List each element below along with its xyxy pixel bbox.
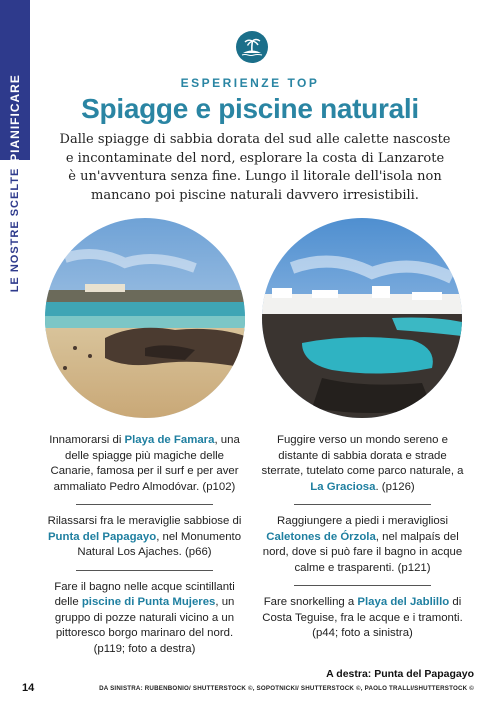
list-item: [42, 514, 247, 570]
intro-paragraph: [50, 131, 460, 205]
item-text: , nel Monumento Natural Los Ajaches. (p66): [77, 530, 242, 558]
place-link[interactable]: piscine di Punta Mujeres: [81, 596, 216, 608]
divider: [76, 504, 213, 505]
divider: [294, 504, 431, 505]
section-kicker: ESPERIENZE TOP: [180, 76, 320, 90]
intro-line: Dalle spiagge di sabbia dorata del sud alle calette nascoste: [59, 132, 451, 147]
intro-line: mancano poi piscine naturali davvero irresistibili.: [91, 187, 419, 203]
list-item: [42, 433, 247, 504]
natural-pool-photo: [262, 218, 462, 418]
palm-island-icon: [236, 31, 268, 63]
photo-caption: A destra: Punta del Papagayo: [326, 668, 474, 680]
divider: [294, 585, 431, 586]
sidebar-section-label: LE NOSTRE SCELTE: [9, 167, 21, 293]
page-number: 14: [22, 682, 35, 694]
place-link[interactable]: Playa del Jablillo: [357, 596, 450, 608]
item-text: Raggiungere a piedi i meravigliosi: [277, 515, 448, 527]
item-text: . (p126): [375, 480, 415, 493]
item-text: di Costa Teguise, fra le acque e i tramonti. (p44; foto a sinistra): [262, 596, 463, 639]
place-link[interactable]: La Graciosa: [310, 480, 376, 493]
left-column: [42, 433, 247, 666]
place-link[interactable]: Caletones de Órzola: [266, 530, 376, 543]
list-item: [260, 514, 465, 585]
sidebar-tab-label: PIANIFICARE: [8, 74, 22, 162]
page-title: Spiagge e piscine naturali: [81, 93, 419, 124]
list-item: [42, 580, 247, 667]
item-text: Fuggire verso un mondo sereno e distante di sabbia dorata e strade sterrate, tutelato come parco naturale, a: [261, 434, 464, 477]
beach-photo: [45, 218, 245, 418]
intro-line: è un'avventura senza fine. Lungo il litorale dell'isola non: [68, 169, 442, 184]
list-item: [260, 595, 465, 651]
divider: [76, 570, 213, 571]
intro-line: e incontaminate del nord, esplorare la costa di Lanzarote: [65, 150, 445, 166]
item-text: Innamorarsi di: [49, 434, 125, 446]
photo-credits: DA SINISTRA: RUBENBONIO/ SHUTTERSTOCK ©, SOPOTNICKI/ SHUTTERSTOCK ©, PAOLO TRALLI/SHUTTERSTOCK ©: [99, 685, 474, 692]
place-link[interactable]: Playa de Famara: [124, 434, 215, 446]
item-text: , nel malpaís del nord, dove si può fare il bagno in acque calme e trasparenti. (p121): [262, 530, 463, 574]
item-text: , un gruppo di pozze naturali vicino a un pittoresco borgo marinaro del nord. (p119; foto a destra): [54, 596, 235, 655]
item-text: Fare snorkelling a: [263, 596, 358, 608]
right-column: [260, 433, 465, 651]
item-text: , una delle spiagge più magiche delle Canarie, famosa per il surf e per aver ammaliato Pedro Almodóvar. (p102): [50, 434, 240, 493]
item-text: Rilassarsi fra le meraviglie sabbiose di: [47, 515, 242, 527]
list-item: [260, 433, 465, 504]
item-text: Fare il bagno nelle acque scintillanti delle: [54, 580, 235, 608]
place-link[interactable]: Punta del Papagayo: [47, 530, 157, 543]
